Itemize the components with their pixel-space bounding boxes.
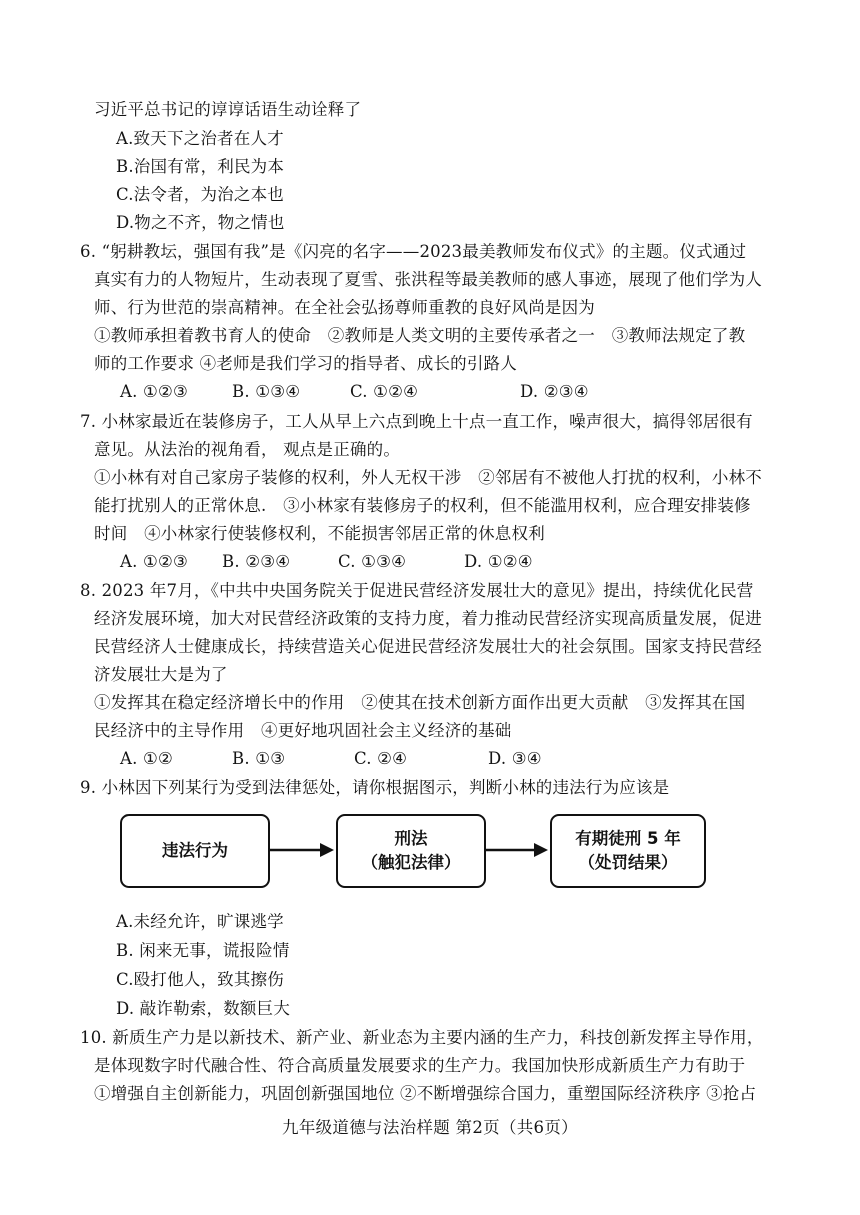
diagram-box-criminal-law [336,814,486,888]
q10-stem-line-2: 是体现数字时代融合性、符合高质量发展要求的生产力。我国加快形成新质生产力有助于 [94,1056,746,1075]
q6-stem-line-2: 真实有力的人物短片，生动表现了夏雪、张洪程等最美教师的感人事迹，展现了他们学为人 [94,270,762,289]
q9-option-a: A.未经允许，旷课逃学 [116,912,284,931]
diagram-box-illegal-act [120,814,270,888]
q7-answers [120,550,533,574]
q5-option-b: B.治国有常，利民为本 [116,157,285,176]
q9-stem: 9. 小林因下列某行为受到法律惩处，请你根据图示，判断小林的违法行为应该是 [80,778,670,797]
arrow-right-icon [482,838,550,862]
q6-answer-d: D. ②③④ [520,382,589,401]
q8-answer-c: C. ②④ [354,749,408,768]
q8-answer-d: D. ③④ [488,749,542,768]
q7-answer-b: B. ②③④ [222,552,291,571]
q6-answers [120,380,589,404]
arrow-right-icon [266,838,336,862]
q7-stem-line-1: 7. 小林家最近在装修房子，工人从早上六点到晚上十点一直工作，噪声很大，搞得邻居很有 [80,412,753,431]
diagram-box-punishment-note: （处罚结果） [578,853,678,872]
q5-stem-tail: 习近平总书记的谆谆话语生动诠释了 [94,100,362,119]
q8-answer-b: B. ①③ [232,749,286,768]
q9-option-c: C.殴打他人，致其擦伤 [116,970,284,989]
diagram-box-punishment-title: 有期徒刑 5 年 [575,829,681,848]
q7-items-line-1: ①小林有对自己家房子装修的权利，外人无权干涉 ②邻居有不被他人打扰的权利，小林不 [94,468,762,487]
page-footer: 九年级道德与法治样题 第2页（共6页） [282,1118,578,1137]
diagram-box-punishment [550,814,706,888]
q10-items-line-1: ①增强自主创新能力，巩固创新强国地位 ②不断增强综合国力，重塑国际经济秩序 ③抢占 [94,1084,757,1103]
q7-items-line-3: 时间 ④小林家行使装修权利，不能损害邻居正常的休息权利 [94,524,545,543]
q9-option-d: D. 敲诈勒索，数额巨大 [116,999,291,1018]
q6-stem-line-1: 6. “躬耕教坛，强国有我”是《闪亮的名字——2023最美教师发布仪式》的主题。仪式通过 [80,242,747,261]
q8-answers [120,747,542,771]
q6-answer-a: A. ①②③ [120,382,188,401]
q7-answer-c: C. ①③④ [338,552,407,571]
q8-stem-line-4: 济发展壮大是为了 [94,665,228,684]
q8-stem-line-3: 民营经济人士健康成长，持续营造关心促进民营经济发展壮大的社会氛围。国家支持民营经 [94,637,762,656]
q6-items-line-2: 师的工作要求 ④老师是我们学习的指导者、成长的引路人 [94,354,517,373]
q8-stem-line-2: 经济发展环境，加大对民营经济政策的支持力度，着力推动民营经济实现高质量发展，促进 [94,609,762,628]
diagram-box-criminal-law-note: （触犯法律） [361,853,461,872]
q7-answer-d: D. ①②④ [464,552,533,571]
q8-stem-line-1: 8. 2023 年7月，《中共中央国务院关于促进民营经济发展壮大的意见》提出，持续优化民营 [80,581,754,600]
q8-items-line-2: 民经济中的主导作用 ④更好地巩固社会主义经济的基础 [94,721,512,740]
q8-items-line-1: ①发挥其在稳定经济增长中的作用 ②使其在技术创新方面作出更大贡献 ③发挥其在国 [94,693,746,712]
diagram-box-illegal-act-label: 违法行为 [162,841,228,860]
q10-stem-line-1: 10. 新质生产力是以新技术、新产业、新业态为主要内涵的生产力，科技创新发挥主导作用， [80,1028,764,1047]
q5-option-a: A.致天下之治者在人才 [116,129,284,148]
q6-items-line-1: ①教师承担着教书育人的使命 ②教师是人类文明的主要传承者之一 ③教师法规定了教 [94,326,746,345]
q6-stem-line-3: 师、行为世范的崇高精神。在全社会弘扬尊师重教的良好风尚是因为 [94,298,595,317]
q7-items-line-2: 能打扰别人的正常休息. ③小林家有装修房子的权利，但不能滥用权利，应合理安排装修 [94,496,751,515]
q5-option-c: C.法令者，为治之本也 [116,185,284,204]
q6-answer-c: C. ①②④ [350,382,419,401]
q7-stem-line-2: 意见。从法治的视角看， 观点是正确的。 [94,440,401,459]
q8-answer-a: A. ①② [120,749,173,768]
q5-option-d: D.物之不齐，物之情也 [116,213,285,232]
q9-option-b: B. 闲来无事，谎报险情 [116,941,290,960]
q6-answer-b: B. ①③④ [232,382,301,401]
diagram-box-criminal-law-title: 刑法 [394,829,428,848]
q7-answer-a: A. ①②③ [120,552,188,571]
